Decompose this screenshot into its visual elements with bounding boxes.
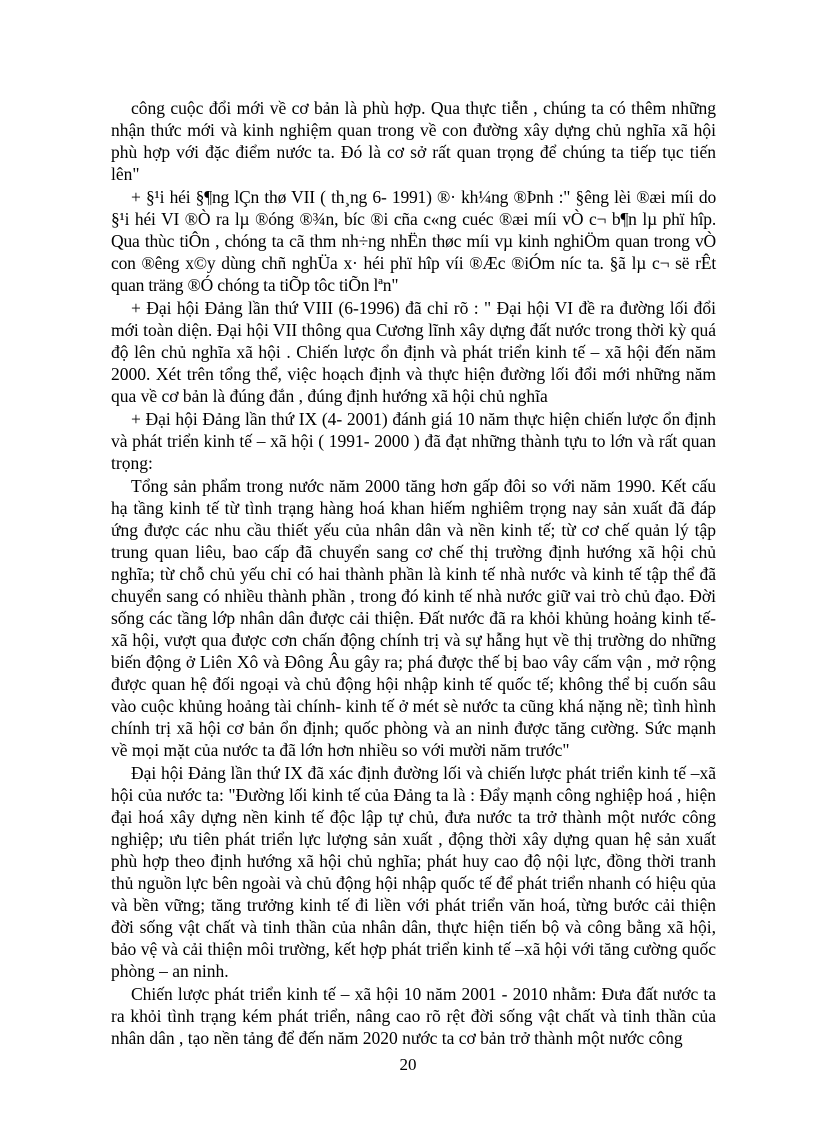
paragraph-4: + Đại hội Đảng lần thứ IX (4- 2001) đánh giá 10 năm thực hiện chiến lược ổn định và phát triển kinh tế – xã hội ( 1991- 2000 ) đã đạt những thành tựu to lớn và rất quan trọng: bbox=[111, 409, 716, 473]
paragraph-5: Tổng sản phẩm trong nước năm 2000 tăng hơn gấp đôi so với năm 1990. Kết cấu hạ tầng kinh tế từ tình trạng hàng hoá khan hiếm nghiêm trọng nay sản xuất đã đáp ứng được các nhu cầu thiết yếu của nhân dân và nền kinh tế; từ cơ chế quản lý tập trung quan liêu, bao cấp đã chuyển sang cơ chế thị trường định hướng xã hội chủ nghĩa; từ chỗ chủ yếu chỉ có hai thành phần là kinh tế nhà nước và kinh tế tập thể đã chuyển sang có nhiều thành phần , trong đó kinh tế nhà nước giữ vai trò chủ đạo. Đời sống các tầng lớp nhân dân được cải thiện. Đất nước đã ra khỏi khủng hoảng kinh tế- xã hội, vượt qua được cơn chấn động chính trị và sự hẫng hụt về thị trường do những biến động ở Liên Xô và Đông Âu gây ra; phá được thế bị bao vây cấm vận , mở rộng được quan hệ đối ngoại và chủ động hội nhập kinh tế quốc tế; không thể bị cuốn sâu vào cuộc khủng hoảng tài chính- kinh tế ở mét sè nước ta cũng khá nặng nề; tình hình chính trị xã hội cơ bản ổn định; quốc phòng và an ninh được tăng cường. Sức mạnh về mọi mặt của nước ta đã lớn hơn nhiều so với mười năm trước" bbox=[111, 476, 716, 760]
page-number: 20 bbox=[399, 1055, 417, 1074]
paragraph-3: + Đại hội Đảng lần thứ VIII (6-1996) đã chỉ rõ : " Đại hội VI đề ra đường lối đổi mới toàn diện. Đại hội VII thông qua Cương lĩnh xây dựng đất nước trong thời kỳ quá độ lên chủ nghĩa xã hội . Chiến lược ổn định và phát triển kinh tế – xã hội đến năm 2000. Xét trên tổng thể, việc hoạch định và thực hiện đường lối đổi mới những năm qua về cơ bản là đúng đắn , đúng định hướng xã hội chủ nghĩa bbox=[111, 298, 716, 406]
body-text bbox=[111, 97, 716, 1049]
paragraph-2-legacy-encoding: + §¹i héi §¶ng lÇn thø VII ( th¸ng 6- 1991) ®· kh¼ng ®Þnh :" §êng lèi ®æi míi do §¹i héi VI ®Ò ra lµ ®óng ®¾n, bíc ®i cña c«ng cuéc ®æi míi vÒ c¬ b¶n lµ phï hîp. Qua thùc tiÔn , chóng ta cã thm nh÷ng nhËn thøc míi vµ kinh nghiÖm quan trong vÒ con ®êng x©y dùng chñ nghÜa x· héi phï hîp víi ®Æc ®iÓm níc ta. §ã lµ c¬ së rÊt quan träng ®Ó chóng ta tiÕp tôc tiÕn lªn" bbox=[111, 187, 716, 295]
paragraph-1: công cuộc đổi mới về cơ bản là phù hợp. Qua thực tiễn , chúng ta có thêm những nhận thức mới và kinh nghiệm quan trong về con đường xây dựng chủ nghĩa xã hội phù hợp với đặc điểm nước ta. Đó là cơ sở rất quan trọng để chúng ta tiếp tục tiến lên" bbox=[111, 98, 716, 184]
paragraph-6: Đại hội Đảng lần thứ IX đã xác định đường lối và chiến lược phát triển kinh tế –xã hội của nước ta: "Đường lối kinh tế của Đảng ta là : Đẩy mạnh công nghiệp hoá , hiện đại hoá xây dựng nền kinh tế độc lập tự chủ, đưa nước ta trở thành một nước công nghiệp; ưu tiên phát triển lực lượng sản xuất , động thời xây dựng quan hệ sản xuất phù hợp theo định hướng xã hội chủ nghĩa; phát huy cao độ nội lực, đồng thời tranh thủ nguồn lực bên ngoài và chủ động hội nhập quốc tế để phát triển nhanh có hiệu qủa và bền vững; tăng trưởng kinh tế đi liền với phát triển văn hoá, từng bước cải thiện đời sống vật chất và tinh thần của nhân dân, thực hiện tiến bộ và công bằng xã hội, bảo vệ và cải thiện môi trường, kết hợp phát triển kinh tế –xã hội với tăng cường quốc phòng – an ninh. bbox=[111, 763, 716, 981]
paragraph-7: Chiến lược phát triển kinh tế – xã hội 10 năm 2001 - 2010 nhằm: Đưa đất nước ta ra khỏi tình trạng kém phát triển, nâng cao rõ rệt đời sống vật chất và tinh thần của nhân dân , tạo nền tảng để đến năm 2020 nước ta cơ bản trở thành một nước công bbox=[111, 984, 716, 1048]
